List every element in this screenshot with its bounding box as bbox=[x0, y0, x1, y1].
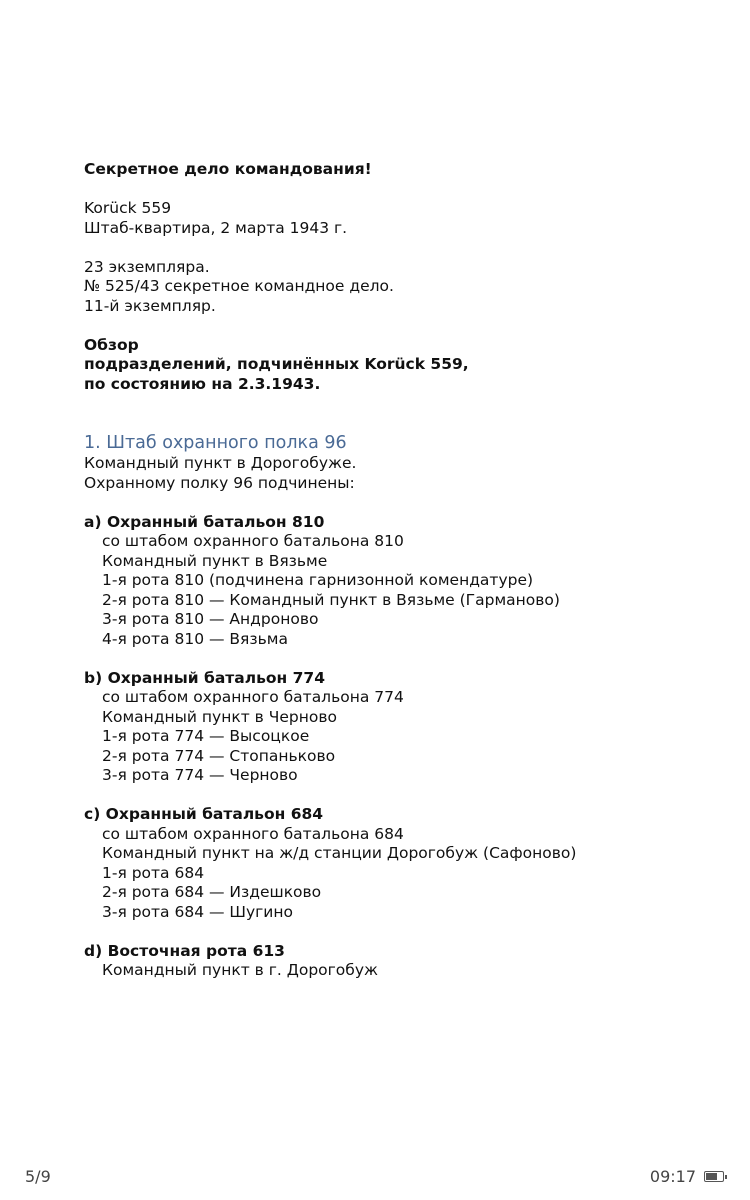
hq-line: Штаб-квартира, 2 марта 1943 г. bbox=[84, 218, 348, 237]
copies-line: 23 экземпляра. bbox=[84, 257, 210, 276]
unit-title: a) Охранный батальон 810 bbox=[84, 512, 325, 531]
unit-line: 2-я рота 774 — Стопаньково bbox=[102, 746, 336, 765]
unit-line: Командный пункт в Вязьме bbox=[102, 551, 328, 570]
overview-line-2: подразделений, подчинённых Korück 559, bbox=[84, 355, 469, 373]
unit-block-b bbox=[84, 669, 724, 786]
section-line-1: Командный пункт в Дорогобуже. bbox=[84, 454, 357, 472]
unit-line: 1-я рота 774 — Высоцкое bbox=[102, 727, 310, 745]
unit-line: 1-я рота 810 (подчинена гарнизонной комендатуре) bbox=[102, 571, 534, 589]
unit-line: 2-я рота 684 — Издешково bbox=[102, 883, 322, 901]
unit-line: Командный пункт в г. Дорогобуж bbox=[102, 961, 378, 979]
battery-level-fill bbox=[706, 1173, 717, 1180]
section-heading: 1. Штаб охранного полка 96 bbox=[84, 433, 347, 453]
unit-line: со штабом охранного батальона 810 bbox=[102, 532, 404, 550]
unit-line: Командный пункт в Черново bbox=[102, 707, 337, 726]
unit-title: c) Охранный батальон 684 bbox=[84, 805, 324, 823]
unit-line: 4-я рота 810 — Вязьма bbox=[102, 629, 288, 648]
unit-line: 3-я рота 774 — Черново bbox=[102, 766, 298, 784]
clock-time: 09:17 bbox=[649, 1167, 696, 1186]
unit-line: Korück 559 bbox=[84, 199, 172, 217]
unit-line: 3-я рота 684 — Шугино bbox=[102, 902, 294, 921]
unit-block-d bbox=[84, 942, 724, 981]
unit-block-c bbox=[84, 805, 724, 922]
secret-title: Секретное дело командования! bbox=[84, 160, 372, 178]
unit-title: d) Восточная рота 613 bbox=[84, 941, 285, 960]
unit-line: 3-я рота 810 — Андроново bbox=[102, 610, 319, 628]
battery-icon bbox=[704, 1171, 724, 1182]
number-line: № 525/43 секретное командное дело. bbox=[84, 277, 394, 295]
unit-line: Командный пункт на ж/д станции Дорогобуж (Сафоново) bbox=[102, 844, 577, 862]
unit-line: 2-я рота 810 — Командный пункт в Вязьме (Гарманово) bbox=[102, 590, 560, 609]
unit-line: со штабом охранного батальона 774 bbox=[102, 688, 404, 706]
unit-title: b) Охранный батальон 774 bbox=[84, 668, 325, 687]
document-body bbox=[84, 160, 724, 981]
unit-line: 1-я рота 684 bbox=[102, 863, 205, 882]
unit-line: со штабом охранного батальона 684 bbox=[102, 824, 404, 843]
unit-block-a bbox=[84, 513, 724, 650]
page-indicator: 5/9 bbox=[25, 1167, 51, 1186]
copy-line: 11-й экземпляр. bbox=[84, 296, 216, 315]
overview-line-3: по состоянию на 2.3.1943. bbox=[84, 374, 321, 393]
status-bar-right bbox=[650, 1167, 724, 1186]
section-line-2: Охранному полку 96 подчинены: bbox=[84, 473, 355, 492]
overview-line-1: Обзор bbox=[84, 335, 139, 354]
